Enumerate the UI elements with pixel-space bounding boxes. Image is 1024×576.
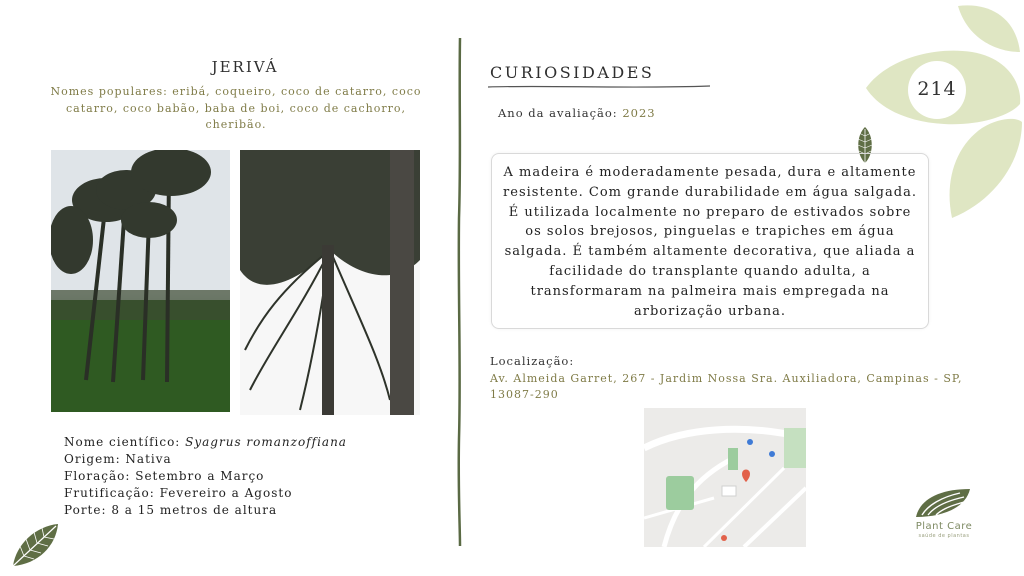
origin-row: Origem: Nativa — [64, 452, 172, 466]
location-label: Localização: — [490, 354, 575, 368]
brand-name: Plant Care — [915, 521, 973, 532]
size-row: Porte: 8 a 15 metros de altura — [64, 503, 278, 517]
species-title: JERIVÁ — [211, 58, 279, 76]
popular-names: Nomes populares: eribá, coqueiro, coco de catarro, coco catarro, coco babão, baba de boi, coco de cachorro, cheribão. — [50, 85, 422, 131]
column-divider — [454, 38, 466, 546]
fruiting-row: Frutificação: Fevereiro a Agosto — [64, 486, 293, 500]
leaf-decoration-top — [958, 5, 1020, 52]
leaf-decoration-bottom — [950, 119, 1022, 218]
plant-care-logo-icon — [914, 487, 972, 519]
palm-trees-photo — [51, 150, 230, 412]
evaluation-year — [498, 106, 656, 120]
title-underline — [488, 84, 712, 90]
species-info — [64, 434, 347, 519]
curiosity-text: A madeira é moderadamente pesada, dura e altamente resistente. Com grande durabilidade em água salgada. É utilizada localmente no preparo de estivados sobre os solos brejosos, pinguelas e trapiches em água salgada. É também altamente decorativa, que aliada a facilidade do transplante quando adulta, a transformaram na palmeira mais empregada na arborização urbana. — [503, 165, 917, 319]
flowering-row: Floração: Setembro a Março — [64, 469, 265, 483]
curiosities-title: CURIOSIDADES — [490, 63, 655, 82]
scientific-name-value: Syagrus romanzoffiana — [185, 435, 347, 449]
location-map — [644, 408, 806, 547]
palm-canopy-photo — [240, 150, 420, 415]
location-address: Av. Almeida Garret, 267 - Jardim Nossa Sra. Auxiliadora, Campinas - SP, 13087-290 — [490, 372, 963, 401]
evaluation-year-value: 2023 — [622, 106, 656, 120]
page-number: 214 — [917, 78, 957, 100]
evaluation-year-label: Ano da avaliação: — [498, 106, 623, 120]
brand-tagline: saúde de plantas — [918, 533, 970, 539]
scientific-name-row — [64, 434, 347, 451]
scientific-name-label: Nome científico: — [64, 435, 186, 449]
palm-leaf-icon-bottom — [10, 522, 60, 568]
